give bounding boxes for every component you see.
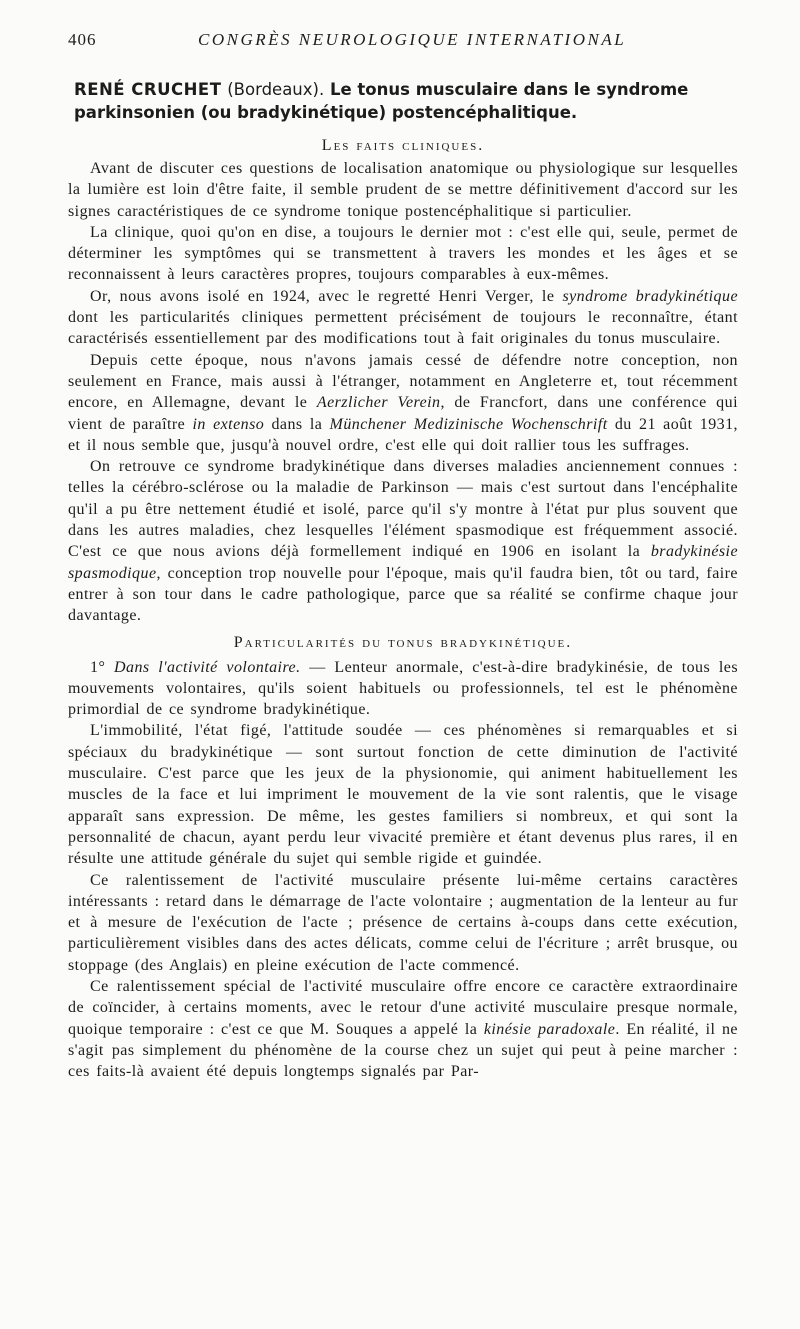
text-run: — Lenteur anormale, c'est-à-dire bradykinésie, de tous les mouvements volontaires, qu'ils soient habituels ou professionnels, tel est le phénomène primordial de ce syndrome bradykinétique.: [68, 658, 739, 719]
author-affiliation: (Bordeaux).: [227, 80, 325, 99]
text-run: Ce ralentissement spécial de l'activité musculaire offre encore ce caractère extraordinaire de coïncider, à certains moments, avec le retour d'une activité musculaire presque normale, quoique temporaire : c'est ce que M. Souques a appelé la: [68, 977, 738, 1038]
paragraph: [68, 350, 738, 456]
italic-term: syndrome bradykinétique: [562, 287, 738, 305]
paragraph: [68, 976, 738, 1082]
text-run: . En réalité, il ne s'agit pas simplement du phénomène de la course chez un sujet qui peut à peine marcher : ces faits-là avaient été depuis longtemps signalés par Par-: [68, 1020, 738, 1081]
text-run: La clinique, quoi qu'on en dise, a toujours le dernier mot : c'est elle qui, seule, permet de déterminer les symptômes qui se transmettent à travers les mondes et les âges et se reconnaissent à leurs caractères propres, toujours comparables à eux-mêmes.: [68, 223, 738, 284]
italic-term: kinésie paradoxale: [483, 1020, 616, 1038]
text-run: Avant de discuter ces questions de localisation anatomique ou physiologique sur lesquelles la lumière est loin d'être faite, il semble prudent de se mettre définitivement d'accord sur les signes caractéristiques de ce syndrome tonique postencéphalitique si particulier.: [68, 160, 738, 220]
text-run: Ce ralentissement de l'activité musculaire présente lui-même certains caractères intéressants : retard dans le démarrage de l'acte volontaire ; augmentation de la lenteur au fur et à mesure de l'exécution de l'acte ; présence de certains à-coups dans cette exécution, particulièrement visibles dans des actes délicats, comme celui de l'écriture ; arrêt brusque, ou stoppage (des Anglais) en pleine exécution de l'acte commencé.: [68, 871, 738, 974]
article-title: Le tonus musculaire dans le syndrome parkinsonien (ou bradykinétique) postencéphalitique.: [74, 80, 689, 122]
text-run: Depuis cette époque, nous n'avons jamais cessé de défendre notre conception, non seulement en France, mais aussi à l'étranger, notamment en Angleterre et, tout récemment encore, en Allemagne, devant le: [68, 351, 738, 412]
text-run: 1°: [90, 658, 114, 676]
italic-term: bradykinésie spasmodique: [68, 543, 738, 582]
paragraph: [68, 456, 738, 626]
text-run: , conception trop nouvelle pour l'époque, mais qu'il faudra bien, tôt ou tard, faire entrer à son tour dans le cadre pathologique, parce que sa réalité se confirme chaque jour davantage.: [68, 564, 738, 625]
paragraph: [68, 222, 738, 286]
author-name: RENÉ CRUCHET: [74, 80, 222, 99]
paragraph: [68, 657, 738, 721]
italic-term: Aerzlicher Verein: [316, 394, 441, 412]
page-number: 406: [68, 30, 97, 49]
italic-term: Münchener Medizinische Wochenschrift: [329, 415, 608, 433]
text-run: dont les particularités cliniques permettent précisément de toujours le reconnaître, étant caractérisés essentiellement par des modifications tout à fait originales du tonus musculaire.: [68, 309, 738, 348]
text-run: dans la: [264, 415, 330, 433]
running-title: CONGRÈS NEUROLOGIQUE INTERNATIONAL: [198, 30, 627, 49]
text-run: On retrouve ce syndrome bradykinétique dans diverses maladies anciennement connues : telles la cérébro-sclérose ou la maladie de Parkinson — mais c'est surtout dans l'encéphalite qu'il a pu être nettement étudié et isolé, parce qu'il s'y montre à l'état pur plus souvent que dans les autres maladies, chez lesquelles l'élément spasmodique est fréquemment associé. C'est ce que nous avions déjà formellement indiqué en 1906 en isolant la: [68, 458, 738, 561]
section-heading-clinical-facts: Les faits cliniques.: [321, 137, 485, 154]
text-run: du 21 août 1931, et il nous semble que, jusqu'à nouvel ordre, c'est elle qui doit rallier tous les suffrages.: [68, 415, 739, 454]
text-run: L'immobilité, l'état figé, l'attitude soudée — ces phénomènes si remarquables et si spéciaux du bradykinétique — sont surtout fonction de cette diminution de l'activité musculaire. C'est parce que les jeux de la physionomie, qui animent habituellement les muscles de la face et lui impriment le mouvement de la vie sont ralentis, que le visage apparaît sans expression. De même, les gestes familiers si nombreux, et qui sont la personnalité de chacun, ayant perdu leur vivacité première et étant devenus plus rares, il en résulte une attitude générale du sujet qui semble rigide et guindée.: [68, 722, 738, 868]
italic-term: in extenso: [192, 415, 265, 433]
text-run: , de Francfort, dans une conférence qui vient de paraître: [68, 394, 738, 433]
paper-title: [68, 78, 738, 124]
paragraph: [68, 158, 738, 222]
text-run: Or, nous avons isolé en 1924, avec le regretté Henri Verger, le: [90, 287, 563, 305]
running-head: [68, 30, 738, 56]
paragraph: [68, 720, 738, 869]
paragraph: [68, 870, 738, 976]
italic-term: Dans l'activité volontaire.: [114, 658, 301, 676]
section-heading-tonus-particularities: Particularités du tonus bradykinétique.: [233, 633, 573, 651]
paragraph: [68, 286, 738, 350]
